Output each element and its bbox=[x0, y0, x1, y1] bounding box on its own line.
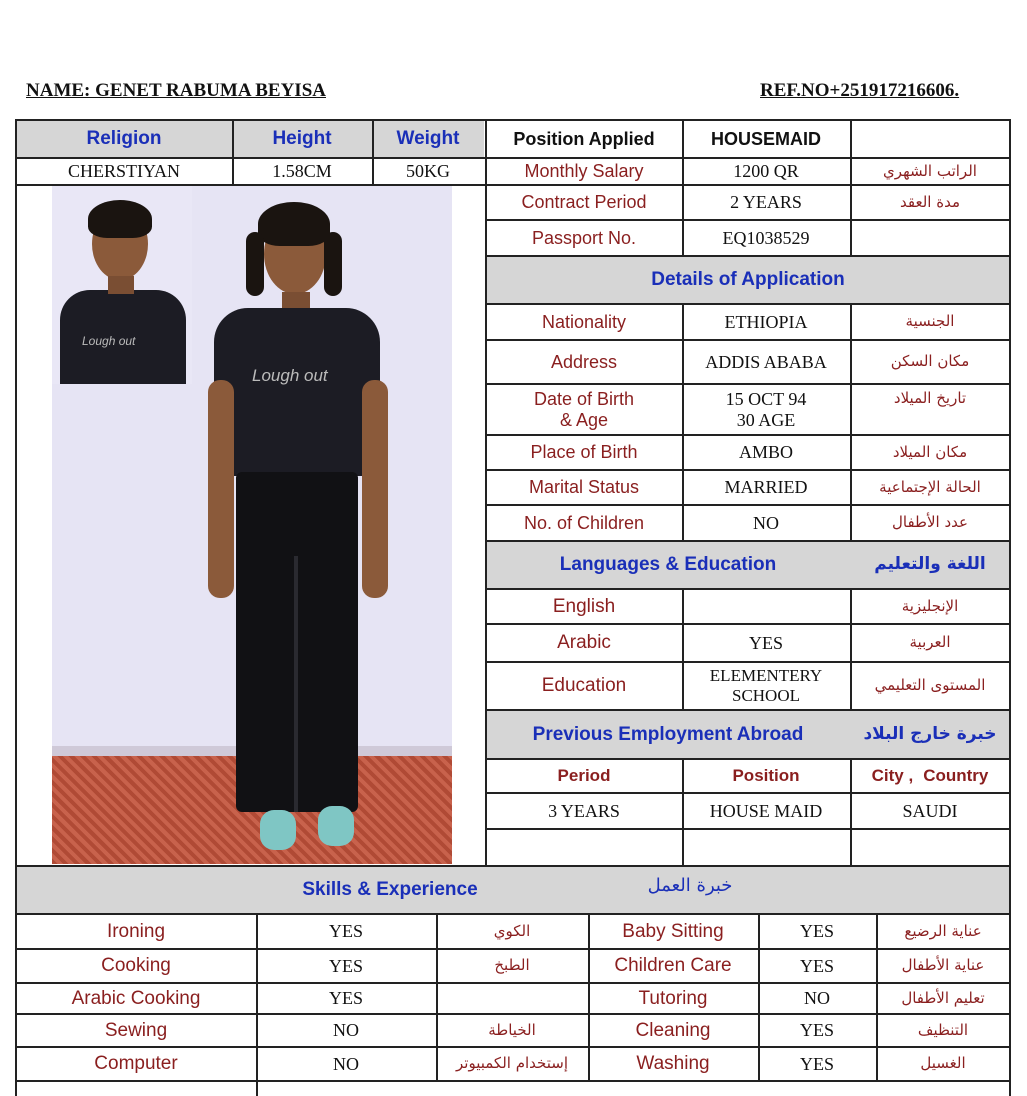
shirt-text: Lough out bbox=[252, 366, 328, 385]
employment-position-value: HOUSE MAID bbox=[709, 800, 823, 821]
employment-period-value: 3 YEARS bbox=[548, 800, 620, 821]
skill-value-left: NO bbox=[333, 1053, 359, 1074]
education-label: Education bbox=[541, 675, 627, 697]
skills-title-arabic: خبرة العمل bbox=[647, 874, 733, 896]
salary-label: Monthly Salary bbox=[524, 161, 644, 182]
applicant-photo bbox=[52, 186, 452, 864]
skill-value-right: YES bbox=[799, 1020, 834, 1041]
skill-arabic-right: التنظيف bbox=[917, 1020, 969, 1039]
dob-label: Date of Birth & Age bbox=[533, 388, 635, 430]
skill-label-right: Tutoring bbox=[638, 987, 708, 1009]
passport-label: Passport No. bbox=[531, 227, 637, 248]
place-of-birth-value: AMBO bbox=[738, 442, 793, 463]
employment-col-city: City , bbox=[871, 766, 914, 786]
skill-value-right: YES bbox=[799, 921, 834, 942]
applicant-name: NAME: GENET RABUMA BEYISA bbox=[26, 80, 326, 101]
position-applied-value: HOUSEMAID bbox=[710, 128, 821, 149]
skill-value-right: YES bbox=[799, 1053, 834, 1074]
nationality-arabic: الجنسية bbox=[905, 312, 955, 331]
address-arabic: مكان السكن bbox=[890, 352, 970, 371]
english-label: English bbox=[552, 595, 616, 617]
english-arabic: الإنجليزية bbox=[901, 596, 959, 615]
skill-arabic-left: الكوي bbox=[493, 921, 531, 940]
children-arabic: عدد الأطفال bbox=[892, 513, 968, 532]
dob-value: 15 OCT 94 30 AGE bbox=[725, 388, 807, 430]
contract-arabic: مدة العقد bbox=[900, 192, 960, 211]
skill-arabic-right: تعليم الأطفال bbox=[901, 988, 985, 1007]
reference-number: REF.NO+251917216606. bbox=[760, 80, 960, 101]
skill-arabic-left: الخياطة bbox=[488, 1020, 536, 1039]
skill-value-right: NO bbox=[804, 988, 830, 1009]
height-label: Height bbox=[272, 128, 332, 150]
skill-arabic-right: عناية الأطفال bbox=[901, 956, 985, 975]
employment-col-city-country bbox=[850, 759, 1010, 793]
employment-col-period: Period bbox=[557, 766, 611, 786]
skill-label-left: Computer bbox=[94, 1053, 178, 1075]
nationality-value: ETHIOPIA bbox=[724, 311, 808, 332]
weight-value: 50KG bbox=[406, 161, 450, 182]
children-label: No. of Children bbox=[523, 512, 645, 533]
skill-arabic-right: عناية الرضيع bbox=[904, 921, 982, 940]
education-arabic: المستوى التعليمي bbox=[874, 676, 986, 695]
contract-value: 2 YEARS bbox=[730, 192, 802, 213]
skill-arabic-left bbox=[436, 983, 588, 1014]
contract-label: Contract Period bbox=[521, 192, 647, 213]
religion-label: Religion bbox=[86, 128, 162, 150]
languages-title-arabic: اللغة والتعليم bbox=[874, 554, 986, 575]
religion-value: CHERSTIYAN bbox=[67, 161, 180, 182]
arabic-label: Arabic bbox=[557, 632, 611, 654]
employment-col-country: Country bbox=[923, 766, 989, 786]
employment-title-arabic: خبرة خارج البلاد bbox=[863, 723, 997, 744]
employment-country-value: SAUDI bbox=[902, 800, 958, 821]
address-label: Address bbox=[550, 351, 618, 372]
details-title: Details of Application bbox=[651, 269, 845, 291]
english-value bbox=[682, 589, 850, 624]
employment-col-position: Position bbox=[732, 766, 800, 786]
skill-arabic-left: الطبخ bbox=[494, 956, 530, 975]
skill-arabic-left: إستخدام الكمبيوتر bbox=[456, 1054, 568, 1073]
skill-label-right: Children Care bbox=[614, 955, 732, 977]
skill-label-left: Cooking bbox=[101, 955, 171, 977]
weight-label: Weight bbox=[396, 128, 460, 150]
skill-value-left: YES bbox=[328, 988, 363, 1009]
children-value: NO bbox=[753, 512, 779, 533]
skill-value-left: NO bbox=[333, 1020, 359, 1041]
full-body-figure bbox=[202, 196, 392, 856]
salary-value: 1200 QR bbox=[733, 161, 799, 182]
skill-value-left: YES bbox=[328, 921, 363, 942]
small-portrait bbox=[52, 186, 192, 384]
skill-value-right: YES bbox=[799, 955, 834, 976]
height-value: 1.58CM bbox=[272, 161, 332, 182]
marital-status-label: Marital Status bbox=[528, 477, 640, 498]
dob-arabic: تاريخ الميلاد bbox=[893, 389, 967, 408]
skill-value-left: YES bbox=[328, 955, 363, 976]
marital-status-value: MARRIED bbox=[724, 477, 808, 498]
skill-label-left: Sewing bbox=[104, 1019, 168, 1041]
languages-title: Languages & Education bbox=[559, 554, 777, 576]
place-of-birth-label: Place of Birth bbox=[530, 442, 638, 463]
education-value: ELEMENTERY SCHOOL bbox=[709, 666, 823, 705]
skill-arabic-right: الغسيل bbox=[920, 1054, 966, 1073]
salary-arabic: الراتب الشهري bbox=[883, 161, 977, 180]
skill-label-right: Washing bbox=[636, 1053, 710, 1075]
position-applied-label: Position Applied bbox=[513, 128, 655, 149]
skills-title: Skills & Experience bbox=[302, 879, 478, 901]
place-of-birth-arabic: مكان الميلاد bbox=[892, 442, 968, 461]
small-shirt-text: Lough out bbox=[82, 334, 136, 348]
skill-label-right: Baby Sitting bbox=[622, 920, 724, 942]
skill-label-left: Arabic Cooking bbox=[71, 987, 201, 1009]
employment-title: Previous Employment Abroad bbox=[532, 723, 804, 745]
address-value: ADDIS ABABA bbox=[705, 351, 827, 372]
arabic-arabic: العربية bbox=[909, 633, 951, 652]
skill-label-left: Ironing bbox=[106, 920, 166, 942]
nationality-label: Nationality bbox=[541, 311, 627, 332]
passport-value: EQ1038529 bbox=[722, 227, 810, 248]
marital-status-arabic: الحالة الإجتماعية bbox=[879, 477, 981, 496]
arabic-value: YES bbox=[748, 632, 783, 653]
skill-label-right: Cleaning bbox=[635, 1019, 711, 1041]
